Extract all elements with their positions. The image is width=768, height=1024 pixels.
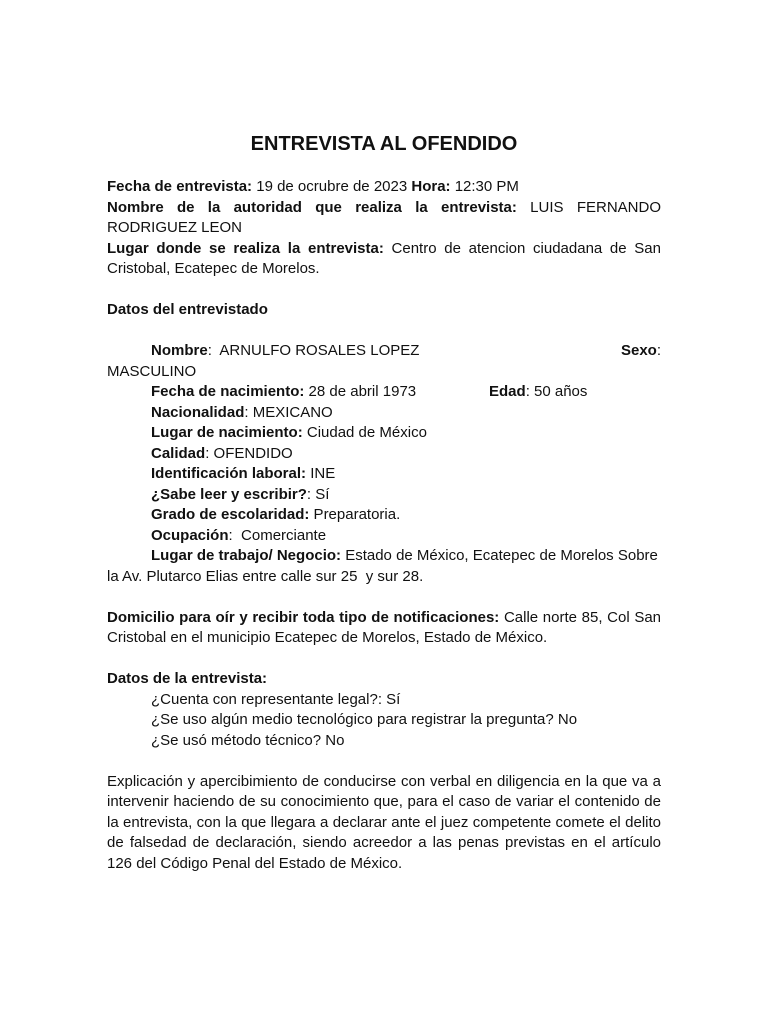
nacimiento-edad-row: [107, 382, 661, 403]
nacimiento-value: 28 de abril 1973: [304, 383, 417, 400]
fecha-label: Fecha de entrevista:: [107, 178, 253, 195]
calidad-label: Calidad: [151, 444, 206, 462]
domicilio-paragraph: [107, 608, 661, 649]
question-metodo-tecnico: ¿Se usó método técnico? No: [151, 731, 345, 749]
sexo-value: MASCULINO: [107, 362, 197, 380]
lugar-line: [107, 239, 661, 280]
autoridad-value: LUIS FERNANDO RODRIGUEZ LEON: [107, 198, 661, 236]
nombre-sexo-row: [107, 341, 661, 382]
edad-value: : 50 años: [525, 383, 588, 400]
nacimiento-label: Fecha de nacimiento:: [151, 383, 305, 400]
nombre-value: : ARNULFO ROSALES LOPEZ: [207, 342, 420, 359]
fecha-value: 19 de ocrubre de 2023: [252, 178, 412, 195]
trabajo-line: [107, 546, 661, 567]
ocupacion-line: [107, 526, 661, 547]
autoridad-label: Nombre de la autoridad que realiza la entrevista:: [107, 198, 517, 216]
nacionalidad-value: : MEXICANO: [244, 403, 333, 421]
page-title: ENTREVISTA AL OFENDIDO: [250, 133, 518, 155]
identificacion-line: [107, 464, 661, 485]
trabajo-value-line1: Estado de México, Ecatepec de Morelos Sobre: [341, 547, 658, 564]
hora-label: Hora:: [411, 178, 451, 195]
hora-value: 12:30 PM: [450, 178, 519, 195]
trabajo-line-2: [107, 567, 661, 588]
sexo-label: Sexo: [620, 342, 657, 359]
explicacion-paragraph: Explicación y apercibimiento de conducirse con verbal en diligencia en la que va a intervenir haciendo de su conocimiento que, para el caso de variar el contenido de la entrevista, con la que llegara a declarar ante el juez competente comete el delito de falsedad de declaración, siendo acreedor a las penas previstas en el artículo 126 del Código Penal del Estado de México.: [107, 772, 661, 872]
domicilio-label: Domicilio para oír y recibir toda tipo de notificaciones:: [107, 608, 500, 626]
autoridad-line: [107, 198, 661, 239]
nacionalidad-label: Nacionalidad: [151, 403, 245, 421]
ocupacion-label: Ocupación: [151, 526, 229, 544]
sexo-colon: :: [656, 342, 661, 359]
datos-entrevistado-heading: [107, 300, 661, 321]
sabe-leer-value: : Sí: [306, 485, 330, 503]
calidad-value: : OFENDIDO: [205, 444, 293, 462]
question-representante: ¿Cuenta con representante legal?: Sí: [151, 690, 401, 708]
trabajo-label: Lugar de trabajo/ Negocio:: [151, 547, 342, 564]
identificacion-label: Identificación laboral:: [151, 465, 307, 482]
calidad-line: [107, 444, 661, 465]
fecha-line: [107, 177, 661, 198]
datos-entrevista-heading: [107, 669, 661, 690]
nombre-label: Nombre: [151, 342, 208, 359]
datos-entrevista-heading-text: Datos de la entrevista:: [107, 670, 268, 687]
question-medio-tecnologico: ¿Se uso algún medio tecnológico para registrar la pregunta? No: [151, 711, 578, 728]
document-page: [107, 130, 661, 874]
ocupacion-value: : Comerciante: [228, 526, 327, 544]
edad-label: Edad: [489, 383, 526, 400]
identificacion-value: INE: [306, 465, 336, 482]
sabe-leer-label: ¿Sabe leer y escribir?: [151, 485, 307, 503]
lugar-value: Centro de atencion ciudadana de San Cristobal, Ecatepec de Morelos.: [107, 239, 661, 277]
trabajo-value-line2: la Av. Plutarco Elias entre calle sur 25 y sur 28.: [107, 567, 424, 585]
datos-entrevistado-heading-text: Datos del entrevistado: [107, 301, 268, 318]
domicilio-value: Calle norte 85, Col San Cristobal en el municipio Ecatepec de Morelos, Estado de México.: [107, 608, 662, 646]
sabe-leer-line: [107, 485, 661, 506]
lugar-nacimiento-line: [107, 423, 661, 444]
lugar-nacimiento-value: Ciudad de México: [302, 424, 427, 441]
lugar-nacimiento-label: Lugar de nacimiento:: [151, 424, 303, 441]
lugar-label: Lugar donde se realiza la entrevista:: [107, 239, 384, 257]
escolaridad-line: [107, 505, 661, 526]
escolaridad-label: Grado de escolaridad:: [151, 506, 310, 523]
escolaridad-value: Preparatoria.: [309, 506, 401, 523]
nacionalidad-line: [107, 403, 661, 424]
